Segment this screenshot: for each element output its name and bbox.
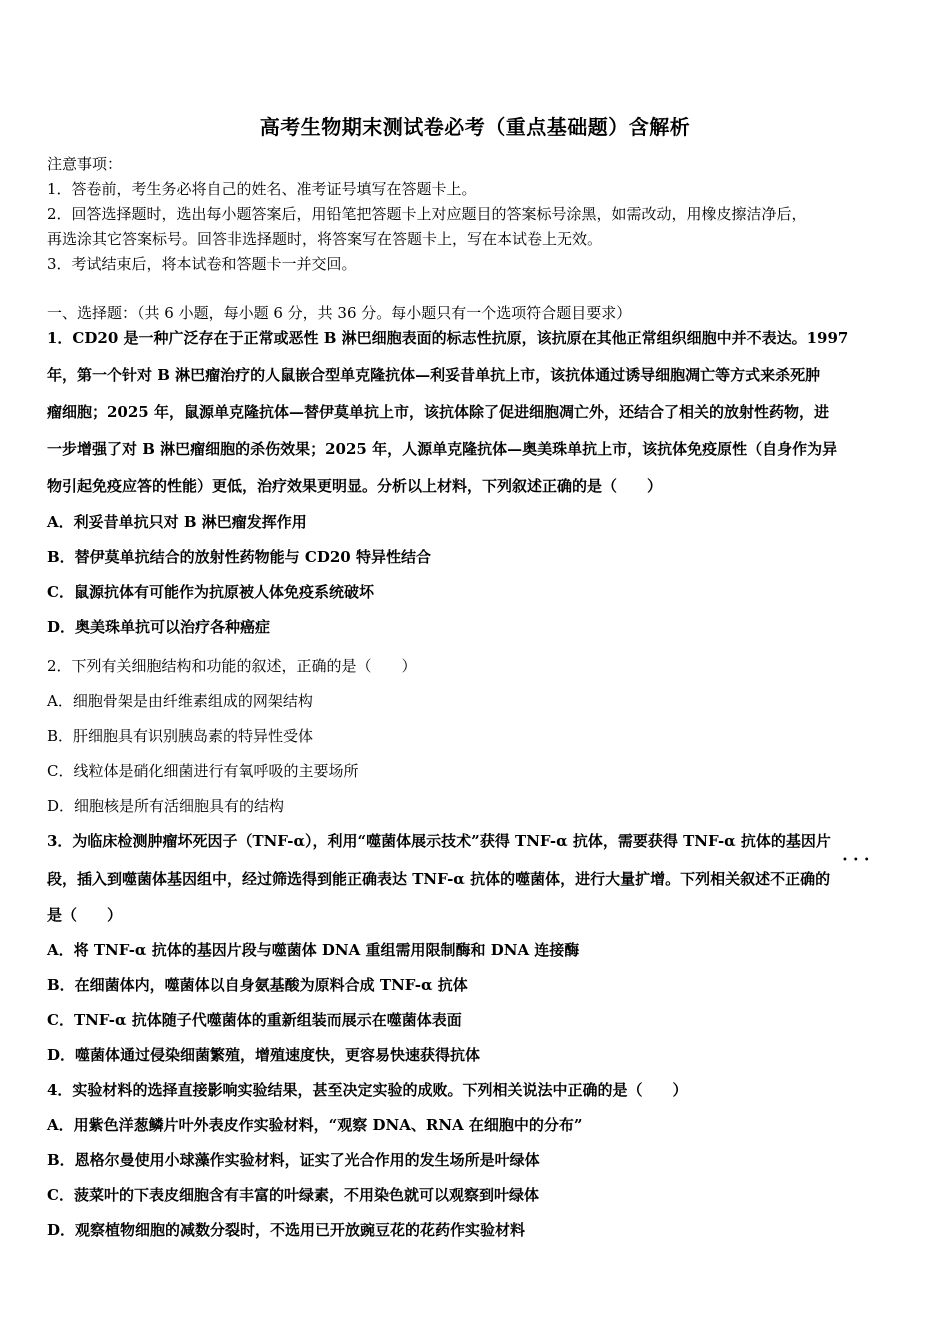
answer-option: D．奥美珠单抗可以治疗各种癌症 [47,618,271,636]
question-stem-line: 段，插入到噬菌体基因组中，经过筛选得到能正确表达 TNF-α 抗体的噬菌体，进行大量扩增。下列相关叙述不正确的 [47,870,831,888]
answer-option: D．噬菌体通过侵染细菌繁殖，增殖速度快，更容易快速获得抗体 [47,1046,481,1064]
answer-option: A．将 TNF-α 抗体的基因片段与噬菌体 DNA 重组需用限制酶和 DNA 连接酶 [47,941,580,959]
question-stem-line: 2．下列有关细胞结构和功能的叙述，正确的是（ ） [47,657,417,675]
answer-option: A．利妥昔单抗只对 B 淋巴瘤发挥作用 [47,513,307,531]
question-stem-line: 一步增强了对 B 淋巴瘤细胞的杀伤效果；2025 年，人源单克隆抗体—奥美珠单抗上市，该抗体免疫原性（自身作为异 [47,440,838,458]
question-stem-line: 4．实验材料的选择直接影响实验结果，甚至决定实验的成败。下列相关说法中正确的是（ ） [47,1081,688,1099]
answer-option: B．肝细胞具有识别胰岛素的特异性受体 [47,727,314,745]
question-stem-line: 3．为临床检测肿瘤坏死因子（TNF-α），利用“噬菌体展示技术”获得 TNF-α 抗体，需要获得 TNF-α 抗体的基因片 [47,832,831,850]
answer-option: C．线粒体是硝化细菌进行有氧呼吸的主要场所 [47,762,359,780]
answer-option: B．恩格尔曼使用小球藻作实验材料，证实了光合作用的发生场所是叶绿体 [47,1151,540,1169]
answer-option: A．用紫色洋葱鳞片叶外表皮作实验材料，“观察 DNA、RNA 在细胞中的分布” [47,1116,583,1134]
notice-item: 1．答卷前，考生务必将自己的姓名、准考证号填写在答题卡上。 [47,180,477,198]
notice-item: 再选涂其它答案标号。回答非选择题时，将答案写在答题卡上，写在本试卷上无效。 [47,230,603,248]
question-stem-line: 瘤细胞；2025 年，鼠源单克隆抗体—替伊莫单抗上市，该抗体除了促进细胞凋亡外，还结合了相关的放射性药物，进 [47,403,829,421]
answer-option: C．菠菜叶的下表皮细胞含有丰富的叶绿素，不用染色就可以观察到叶绿体 [47,1186,539,1204]
section-heading: 一、选择题：（共 6 小题，每小题 6 分，共 36 分。每小题只有一个选项符合题目要求） [47,304,632,322]
question-stem-line: 是（ ） [47,906,123,924]
answer-option: C．TNF-α 抗体随子代噬菌体的重新组装而展示在噬菌体表面 [47,1011,462,1029]
answer-option: D．观察植物细胞的减数分裂时，不选用已开放豌豆花的花药作实验材料 [47,1221,526,1239]
answer-option: D．细胞核是所有活细胞具有的结构 [47,797,285,815]
question-stem-line: 1．CD20 是一种广泛存在于正常或恶性 B 淋巴细胞表面的标志性抗原，该抗原在其他正常组织细胞中并不表达。1997 [47,329,849,347]
answer-option: A．细胞骨架是由纤维素组成的网架结构 [47,692,313,710]
page-title: 高考生物期末测试卷必考（重点基础题）含解析 [259,115,691,139]
notice-heading: 注意事项： [47,155,123,173]
emphasis-dots: ••• [842,855,875,866]
answer-option: B．替伊莫单抗结合的放射性药物能与 CD20 特异性结合 [47,548,431,566]
question-stem-line: 年，第一个针对 B 淋巴瘤治疗的人鼠嵌合型单克隆抗体—利妥昔单抗上市，该抗体通过诱导细胞凋亡等方式来杀死肿 [47,366,821,384]
question-stem-line: 物引起免疫应答的性能）更低，治疗效果更明显。分析以上材料，下列叙述正确的是（ ） [47,477,663,495]
answer-option: B．在细菌体内，噬菌体以自身氨基酸为原料合成 TNF-α 抗体 [47,976,468,994]
notice-item: 2．回答选择题时，选出每小题答案后，用铅笔把答题卡上对应题目的答案标号涂黑，如需改动，用橡皮擦洁净后， [47,205,807,223]
notice-item: 3．考试结束后，将本试卷和答题卡一并交回。 [47,255,357,273]
answer-option: C．鼠源抗体有可能作为抗原被人体免疫系统破坏 [47,583,374,601]
